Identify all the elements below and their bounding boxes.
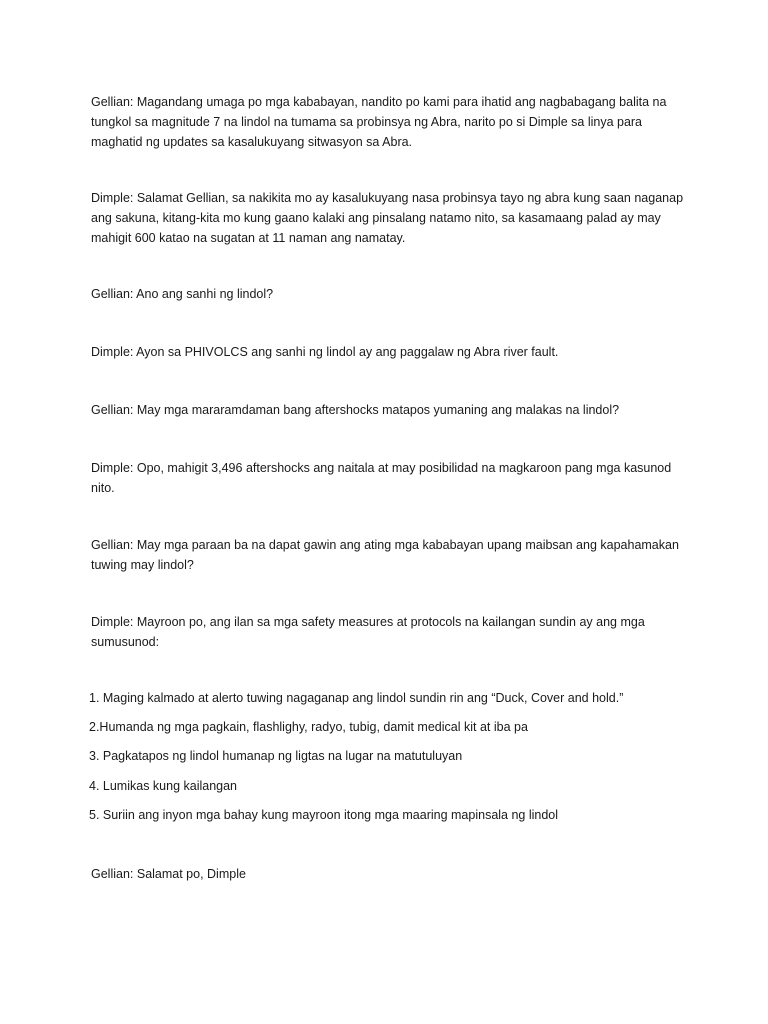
paragraph-dimple-cause: Dimple: Ayon sa PHIVOLCS ang sanhi ng lindol ay ang paggalaw ng Abra river fault. (91, 345, 559, 359)
paragraph-dimple-report: Dimple: Salamat Gellian, sa nakikita mo ay kasalukuyang nasa probinsya tayo ng abra kung saan naganap ang sakuna, kitang-kita mo kung gaano kalaki ang pinsalang natamo nito, sa kasamaang palad ay may mahigit 600 katao na sugatan at 11 naman ang namatay. (91, 191, 684, 245)
paragraph-gellian-question-safety: Gellian: May mga paraan ba na dapat gawin ang ating mga kababayan upang maibsan ang kapahamakan tuwing may lindol? (91, 538, 679, 572)
list-item-1: 1. Maging kalmado at alerto tuwing nagaganap ang lindol sundin rin ang “Duck, Cover and hold.” (89, 691, 624, 705)
list-item-5: 5. Suriin ang inyon mga bahay kung mayroon itong mga maaring mapinsala ng lindol (89, 808, 559, 822)
paragraph-gellian-question-cause: Gellian: Ano ang sanhi ng lindol? (91, 287, 274, 301)
paragraph-gellian-intro: Gellian: Magandang umaga po mga kababayan, nandito po kami para ihatid ang nagbabagang balita na tungkol sa magnitude 7 na lindol na tumama sa probinsya ng Abra, narito po si Dimple sa linya para maghatid ng updates sa kasalukuyang sitwasyon sa Abra. (91, 95, 667, 149)
paragraph-dimple-aftershocks: Dimple: Opo, mahigit 3,496 aftershocks ang naitala at may posibilidad na magkaroon pang mga kasunod nito. (91, 461, 672, 495)
list-item-3: 3. Pagkatapos ng lindol humanap ng ligtas na lugar na matutuluyan (89, 749, 463, 763)
paragraph-gellian-closing: Gellian: Salamat po, Dimple (91, 867, 246, 881)
list-item-4: 4. Lumikas kung kailangan (89, 779, 238, 793)
paragraph-gellian-question-aftershocks: Gellian: May mga mararamdaman bang aftershocks matapos yumaning ang malakas na lindol? (91, 403, 620, 417)
list-item-2: 2.Humanda ng mga pagkain, flashlighy, radyo, tubig, damit medical kit at iba pa (89, 720, 528, 734)
paragraph-dimple-safety: Dimple: Mayroon po, ang ilan sa mga safety measures at protocols na kailangan sundin ay ang mga sumusunod: (91, 615, 645, 649)
